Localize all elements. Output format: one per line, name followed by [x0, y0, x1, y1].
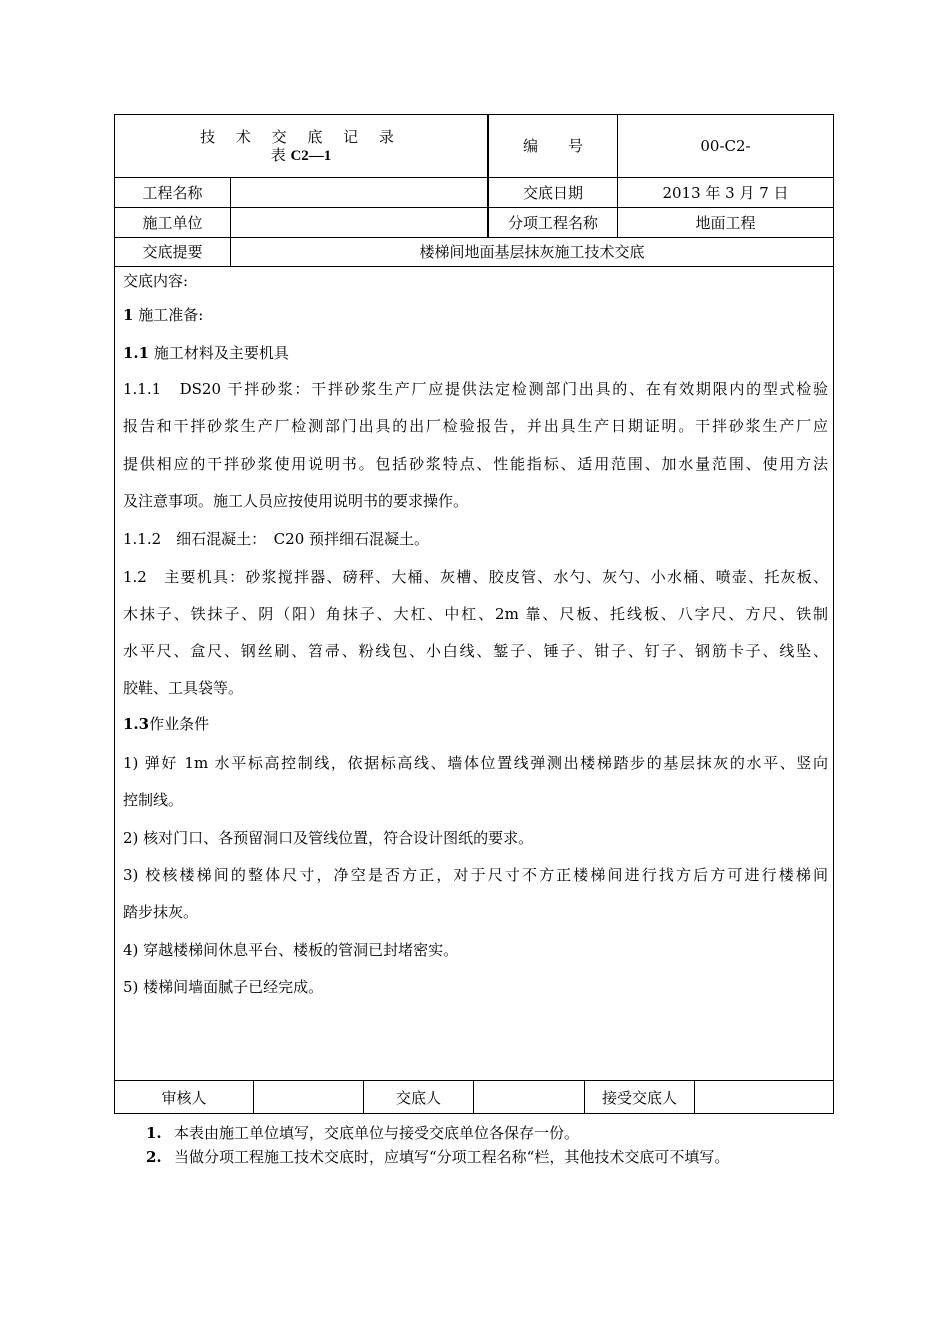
summary-label: 交底提要 [142, 243, 203, 261]
section-1-1-heading: 1.1 施工材料及主要机具 [123, 344, 289, 362]
project-name-label: 工程名称 [142, 183, 203, 202]
form-title-line1: 技 术 交 底 记 录 [200, 127, 402, 146]
presenter-field[interactable] [474, 1081, 584, 1114]
number-label: 编 号 [522, 137, 583, 155]
construction-unit-field[interactable] [231, 208, 487, 237]
date-field[interactable]: 2013 年 3 月 7 日 [662, 183, 789, 202]
construction-unit-label: 施工单位 [142, 213, 203, 232]
reviewer-field[interactable] [254, 1081, 363, 1114]
paragraph-line: 1.2 主要机具：砂浆搅拌器、磅秤、大桶、灰槽、胶皮管、水勺、灰勺、小水桶、喷壶、托灰板、 [123, 568, 828, 586]
paragraph-line: 1.1.1 DS20 干拌砂浆：干拌砂浆生产厂应提供法定检测部门出具的、在有效期限内的型式检验 [123, 380, 828, 398]
paragraph-line: 提供相应的干拌砂浆使用说明书。包括砂浆特点、性能指标、适用范围、加水量范围、使用方法 [123, 455, 828, 473]
section-1-heading: 1 施工准备: [123, 306, 204, 324]
paragraph-line: 胶鞋、工具袋等。 [123, 679, 244, 697]
paragraph-line: 水平尺、盒尺、钢丝刷、笤帚、粉线包、小白线、錾子、锤子、钳子、钉子、钢筋卡子、线坠、 [123, 642, 828, 660]
paragraph-line: 木抹子、铁抹子、阴（阳）角抹子、大杠、中杠、2m 靠、尺板、托线板、八字尺、方尺、铁制 [123, 605, 828, 623]
form-title [115, 115, 487, 177]
paragraph-line: 1.1.2 细石混凝土： C20 预拌细石混凝土。 [123, 530, 430, 548]
paragraph-line: 5) 楼梯间墙面腻子已经完成。 [123, 978, 324, 996]
footnote: 2. 当做分项工程施工技术交底时，应填写“分项工程名称“栏，其他技术交底可不填写。 [146, 1148, 730, 1166]
paragraph-line: 4) 穿越楼梯间休息平台、楼板的管洞已封堵密实。 [123, 941, 459, 959]
date-label: 交底日期 [522, 183, 583, 202]
paragraph-line: 3) 校核楼梯间的整体尺寸，净空是否方正，对于尺寸不方正楼梯间进行找方后方可进行楼梯间 [123, 866, 828, 884]
subproject-label: 分项工程名称 [507, 213, 598, 232]
footnote: 1. 本表由施工单位填写，交底单位与接受交底单位各保存一份。 [146, 1124, 580, 1142]
paragraph-line: 踏步抹灰。 [123, 903, 199, 921]
content-heading: 交底内容: [123, 272, 189, 290]
paragraph-line: 及注意事项。施工人员应按使用说明书的要求操作。 [123, 492, 469, 510]
row-divider [114, 266, 834, 267]
project-name-field[interactable] [231, 178, 487, 207]
reviewer-label: 审核人 [161, 1088, 207, 1107]
paragraph-line: 控制线。 [123, 791, 184, 809]
paragraph-line: 2) 核对门口、各预留洞口及管线位置，符合设计图纸的要求。 [123, 829, 534, 847]
summary-field[interactable]: 楼梯间地面基层抹灰施工技术交底 [419, 243, 645, 261]
number-value[interactable]: 00-C2- [700, 137, 751, 155]
presenter-label: 交底人 [395, 1088, 441, 1107]
paragraph-line: 报告和干拌砂浆生产厂检测部门出具的出厂检验报告，并出具生产日期证明。干拌砂浆生产厂应 [123, 417, 828, 435]
receiver-field[interactable] [695, 1081, 833, 1114]
form-code: 表 C2—1 [270, 145, 332, 164]
paragraph-line: 1) 弹好 1m 水平标高控制线，依据标高线、墙体位置线弹测出楼梯踏步的基层抹灰的水平、竖向 [123, 754, 828, 772]
section-1-3-heading: 1.3作业条件 [123, 715, 210, 733]
receiver-label: 接受交底人 [601, 1088, 677, 1107]
subproject-field[interactable]: 地面工程 [695, 213, 756, 232]
